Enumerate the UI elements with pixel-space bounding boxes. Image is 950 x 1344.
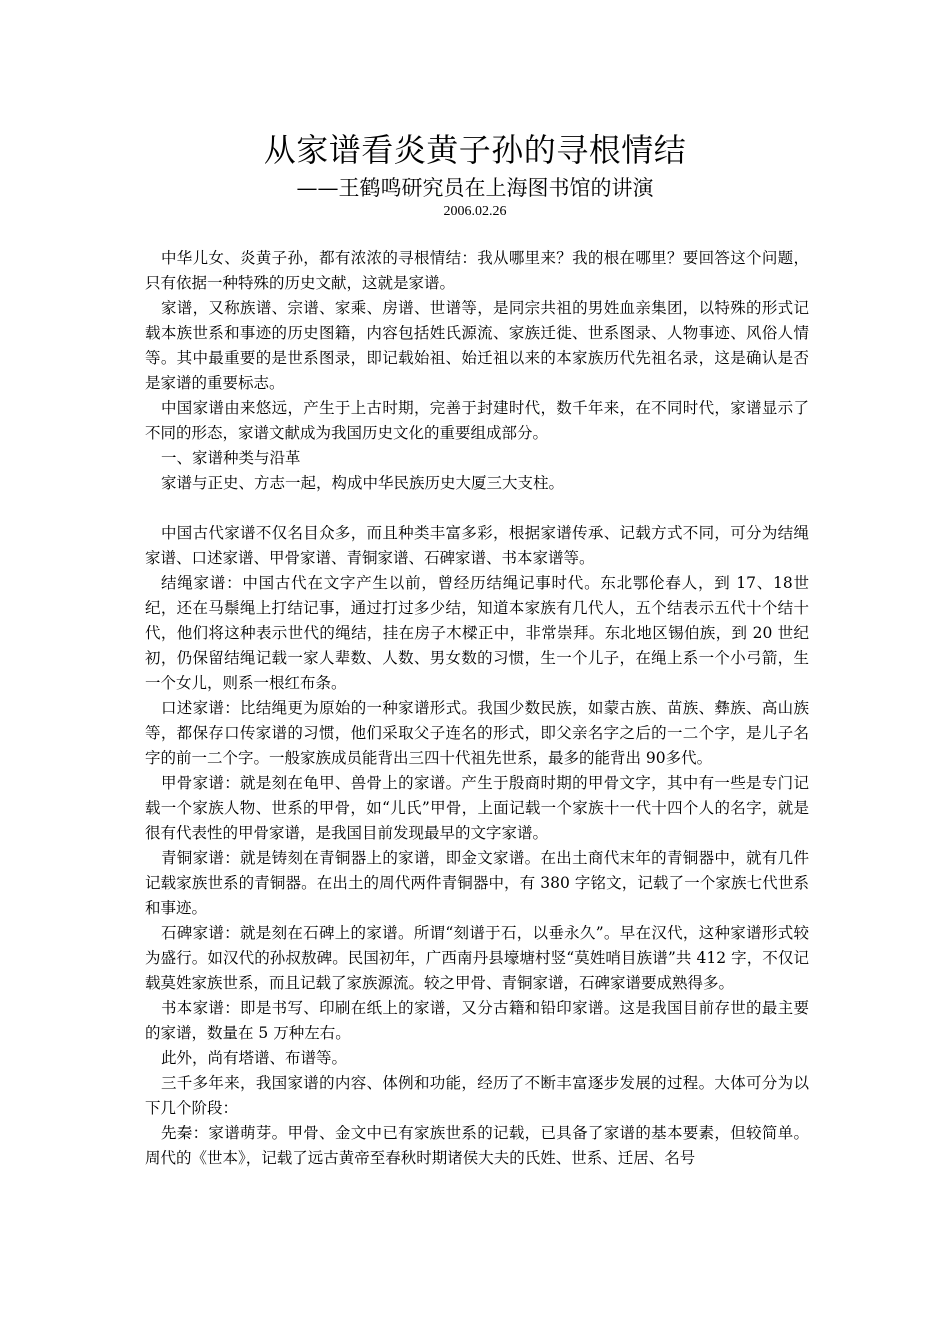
paragraph: 中国古代家谱不仅名目众多，而且种类丰富多彩，根据家谱传承、记载方式不同，可分为结绳家谱、口述家谱、甲骨家谱、青铜家谱、石碑家谱、书本家谱等。: [145, 524, 809, 567]
document-title: 从家谱看炎黄子孙的寻根情结: [263, 131, 687, 169]
paragraph: 家谱与正史、方志一起，构成中华民族历史大厦三大支柱。: [161, 474, 565, 492]
paragraph: 先秦：家谱萌芽。甲骨、金文中已有家族世系的记载，已具备了家谱的基本要素，但较简单。周代的《世本》，记载了远古黄帝至春秋时期诸侯大夫的氏姓、世系、迁居、名号: [145, 1124, 809, 1167]
paragraph: 书本家谱：即是书写、印刷在纸上的家谱，又分古籍和铅印家谱。这是我国目前存世的最主要的家谱，数量在 5 万种左右。: [145, 999, 809, 1042]
paragraph: 结绳家谱：中国古代在文字产生以前，曾经历结绳记事时代。东北鄂伦春人，到 17、18世纪，还在马鬃绳上打结记事，通过打过多少结，知道本家族有几代人，五个结表示五代十个结十代，他们将这种表示世代的绳结，挂在房子木樑正中，非常崇拜。东北地区锡伯族，到 20 世纪初，仍保留结绳记载一家人辈数、人数、男女数的习惯，生一个儿子，在绳上系一个小弓箭，生一个女儿，则系一根红布条。: [145, 574, 809, 692]
paragraph: 甲骨家谱：就是刻在龟甲、兽骨上的家谱。产生于殷商时期的甲骨文字，其中有一些是专门记载一个家族人物、世系的甲骨，如“儿氏”甲骨，上面记载一个家族十一代十四个人的名字，就是很有代表性的甲骨家谱，是我国目前发现最早的文字家谱。: [145, 774, 809, 842]
paragraph: 此外，尚有塔谱、布谱等。: [161, 1049, 348, 1067]
document-body: [145, 246, 809, 1171]
blank-line: [145, 496, 809, 521]
paragraph: 中国家谱由来悠远，产生于上古时期，完善于封建时代，数千年来，在不同时代，家谱显示了不同的形态，家谱文献成为我国历史文化的重要组成部分。: [145, 399, 809, 442]
section-heading: 一、家谱种类与沿革: [161, 449, 301, 467]
document-date: 2006.02.26: [443, 204, 507, 219]
paragraph: 石碑家谱：就是刻在石碑上的家谱。所谓“刻谱于石，以垂永久”。早在汉代，这种家谱形式较为盛行。如汉代的孙叔敖碑。民国初年，广西南丹县壕塘村竖“莫姓哨目族谱”共 412 字，不仅记载莫姓家族世系，而且记载了家族源流。较之甲骨、青铜家谱，石碑家谱要成熟得多。: [145, 924, 809, 992]
paragraph: 青铜家谱：就是铸刻在青铜器上的家谱，即金文家谱。在出土商代末年的青铜器中，就有几件记载家族世系的青铜器。在出土的周代两件青铜器中，有 380 字铭文，记载了一个家族七代世系和事迹。: [145, 849, 809, 917]
paragraph: 口述家谱：比结绳更为原始的一种家谱形式。我国少数民族，如蒙古族、苗族、彝族、高山族等，都保存口传家谱的习惯，他们采取父子连名的形式，即父亲名字之后的一二个字，是儿子名字的前一二个字。一般家族成员能背出三四十代祖先世系，最多的能背出 90多代。: [145, 699, 809, 767]
paragraph: 家谱，又称族谱、宗谱、家乘、房谱、世谱等，是同宗共祖的男姓血亲集团，以特殊的形式记载本族世系和事迹的历史图籍，内容包括姓氏源流、家族迁徙、世系图录、人物事迹、风俗人情等。其中最重要的是世系图录，即记载始祖、始迁祖以来的本家族历代先祖名录，这是确认是否是家谱的重要标志。: [145, 299, 809, 392]
document-subtitle: ——王鹤鸣研究员在上海图书馆的讲演: [296, 176, 654, 200]
paragraph: 三千多年来，我国家谱的内容、体例和功能，经历了不断丰富逐步发展的过程。大体可分为以下几个阶段：: [145, 1074, 809, 1117]
paragraph: 中华儿女、炎黄子孙，都有浓浓的寻根情结：我从哪里来？我的根在哪里？要回答这个问题，只有依据一种特殊的历史文献，这就是家谱。: [145, 249, 809, 292]
